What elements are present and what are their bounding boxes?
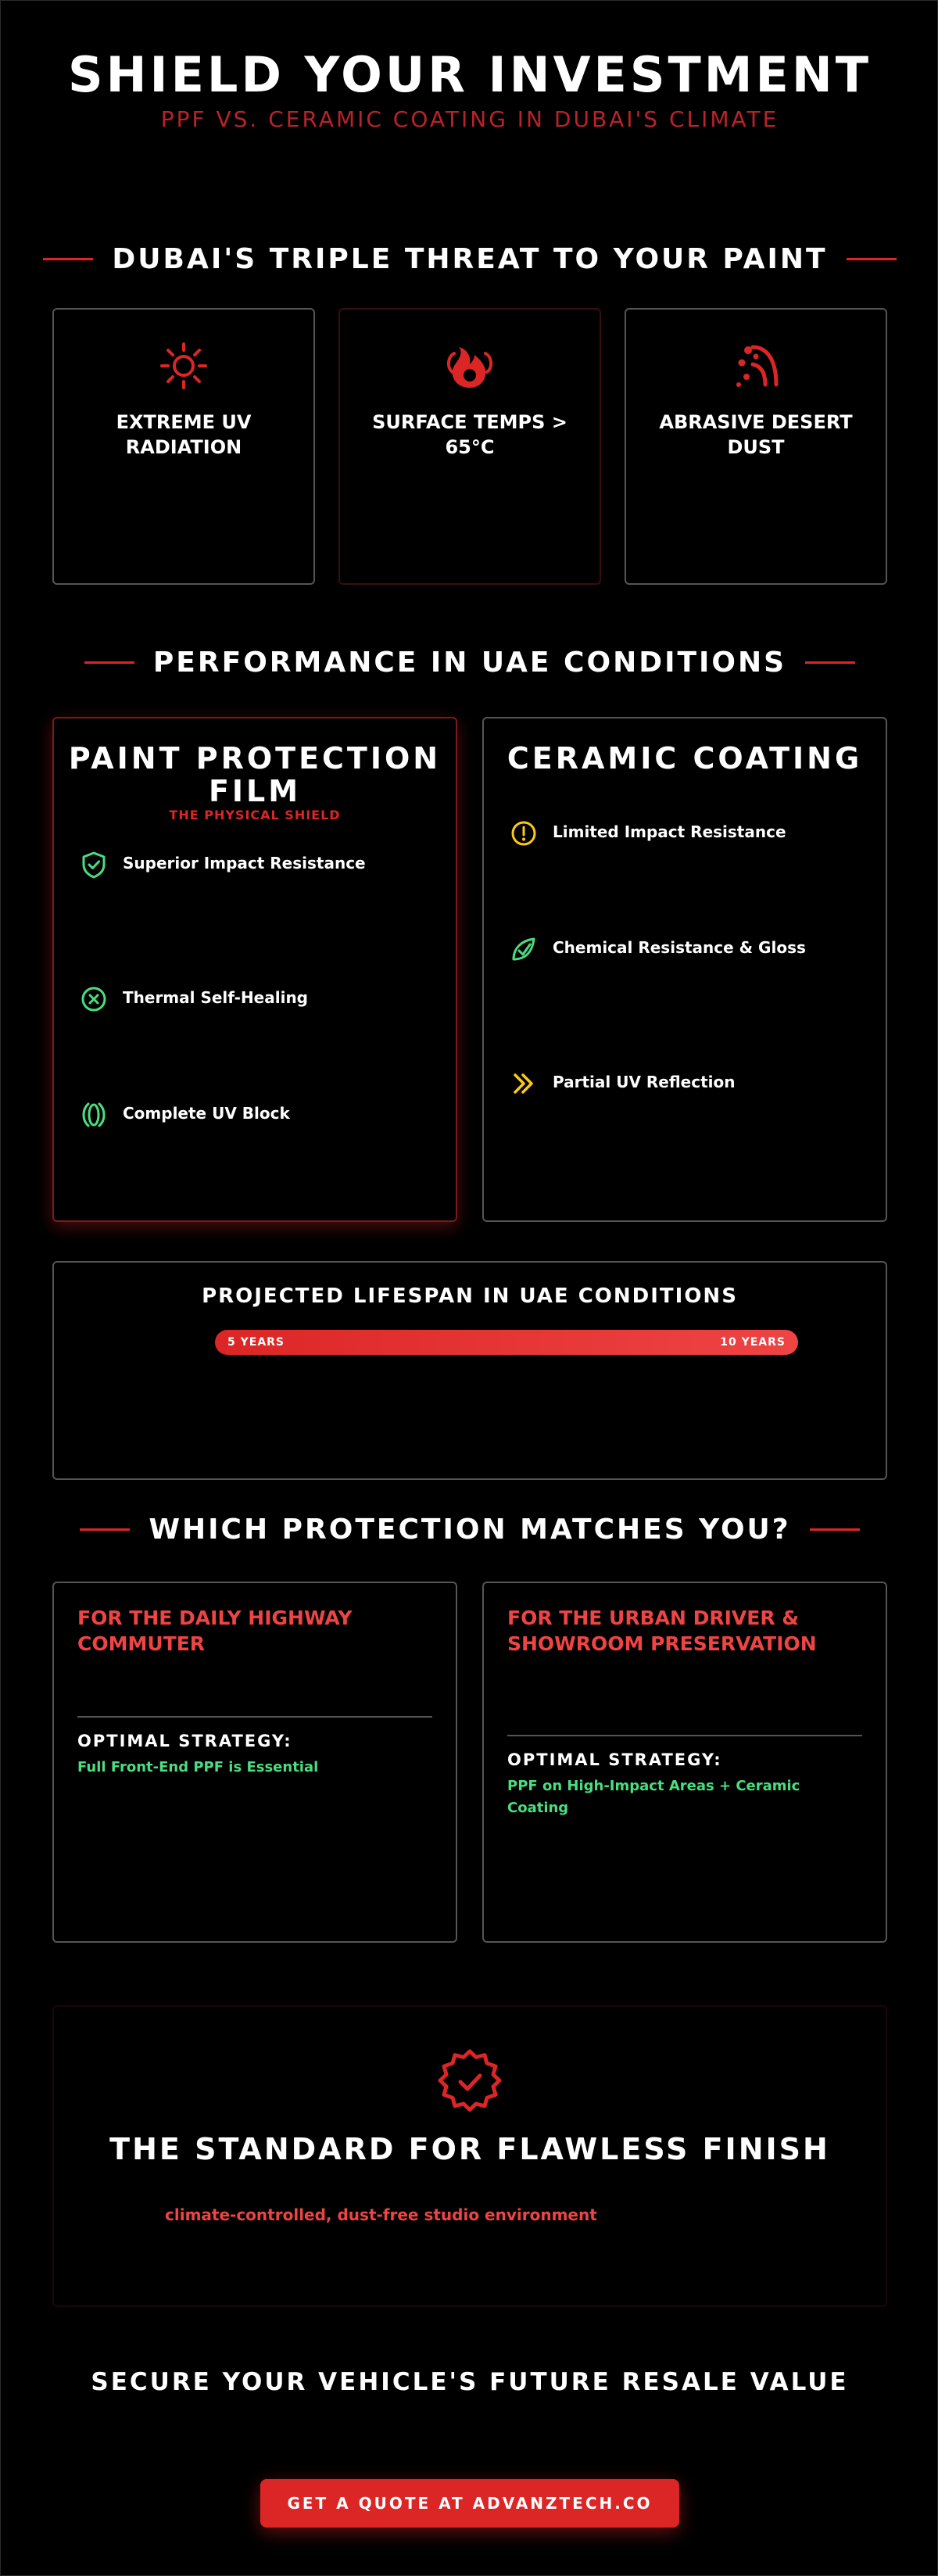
hero-subtitle: PPF VS. CERAMIC COATING IN DUBAI'S CLIMATE: [160, 106, 779, 132]
x-circle-icon: [79, 984, 109, 1014]
threats-heading: [1, 243, 938, 275]
lifespan-high-label: 10 YEARS: [720, 1336, 786, 1349]
threat-card-dust: [625, 308, 887, 585]
performance-heading: [1, 647, 938, 679]
feature-label: Thermal Self-Healing: [123, 988, 309, 1007]
lifespan-title: PROJECTED LIFESPAN IN UAE CONDITIONS: [202, 1284, 738, 1308]
standard-card: [52, 2005, 887, 2307]
get-quote-button[interactable]: GET A QUOTE AT ADVANZTECH.CO: [260, 2479, 679, 2528]
threat-label: ABRASIVE DESERT DUST: [659, 411, 853, 458]
strategy-label: OPTIMAL STRATEGY:: [77, 1732, 292, 1750]
feature-label: Complete UV Block: [123, 1104, 290, 1123]
ppf-feature-healing: [79, 984, 440, 1014]
heading-rule-right: [805, 661, 855, 664]
ceramic-feature-uv: [509, 1069, 870, 1098]
heading-rule-left: [84, 661, 134, 664]
heading-rule-left: [80, 1528, 130, 1531]
threat-card-uv: [52, 308, 315, 585]
feature-label: Limited Impact Resistance: [553, 822, 786, 841]
feature-label: Superior Impact Resistance: [123, 854, 366, 872]
strategy-value: Full Front-End PPF is Essential: [77, 1759, 319, 1775]
uv-block-icon: [79, 1100, 109, 1130]
badge-check-icon: [437, 2049, 503, 2115]
ppf-tag: THE PHYSICAL SHIELD: [169, 808, 341, 822]
feature-label: Chemical Resistance & Gloss: [553, 938, 806, 957]
match-divider: [507, 1735, 862, 1736]
alert-circle-icon: [509, 819, 539, 848]
double-chevron-icon: [509, 1069, 539, 1098]
shield-check-icon: [79, 850, 109, 880]
ppf-card: [52, 717, 457, 1222]
match-divider: [77, 1716, 432, 1718]
standard-title: THE STANDARD FOR FLAWLESS FINISH: [109, 2132, 830, 2166]
match-heading: [1, 1514, 938, 1546]
heading-rule-right: [810, 1528, 860, 1531]
lifespan-card: [52, 1261, 887, 1480]
heading-rule-right: [847, 258, 897, 260]
strategy-value: PPF on High-Impact Areas + Ceramic Coating: [507, 1778, 800, 1816]
match-card-heading: FOR THE URBAN DRIVER & SHOWROOM PRESERVATION: [507, 1607, 817, 1655]
strategy-label: OPTIMAL STRATEGY:: [507, 1750, 722, 1769]
resale-headline: SECURE YOUR VEHICLE'S FUTURE RESALE VALUE: [91, 2368, 849, 2396]
leaf-check-icon: [509, 934, 539, 964]
match-card-heading: FOR THE DAILY HIGHWAY COMMUTER: [77, 1607, 353, 1655]
heading-rule-left: [43, 258, 93, 260]
match-card-commuter: [52, 1582, 457, 1943]
standard-note: climate-controlled, dust-free studio environment: [165, 2205, 597, 2224]
ceramic-title: CERAMIC COATING: [507, 741, 863, 776]
hero-title: SHIELD YOUR INVESTMENT: [67, 46, 872, 103]
dust-wind-icon: [729, 339, 782, 392]
ceramic-feature-impact: [509, 819, 870, 848]
ceramic-feature-gloss: [509, 934, 870, 964]
sun-icon: [157, 339, 210, 392]
ceramic-card: [482, 717, 887, 1222]
match-card-urban: [482, 1582, 887, 1943]
flame-icon: [443, 339, 496, 392]
lifespan-low-label: 5 YEARS: [227, 1336, 285, 1349]
lifespan-bar: [215, 1330, 798, 1355]
feature-label: Partial UV Reflection: [553, 1073, 736, 1091]
ppf-title: PAINT PROTECTION FILM: [68, 741, 442, 808]
match-heading-text: WHICH PROTECTION MATCHES YOU?: [149, 1514, 791, 1546]
threat-label: EXTREME UV RADIATION: [116, 411, 252, 458]
threat-label: SURFACE TEMPS > 65°C: [372, 411, 567, 458]
performance-heading-text: PERFORMANCE IN UAE CONDITIONS: [152, 647, 787, 679]
ppf-feature-uv: [79, 1100, 440, 1130]
threats-heading-text: DUBAI'S TRIPLE THREAT TO YOUR PAINT: [112, 243, 828, 275]
threat-card-heat: [338, 308, 601, 585]
ppf-feature-impact: [79, 850, 440, 880]
